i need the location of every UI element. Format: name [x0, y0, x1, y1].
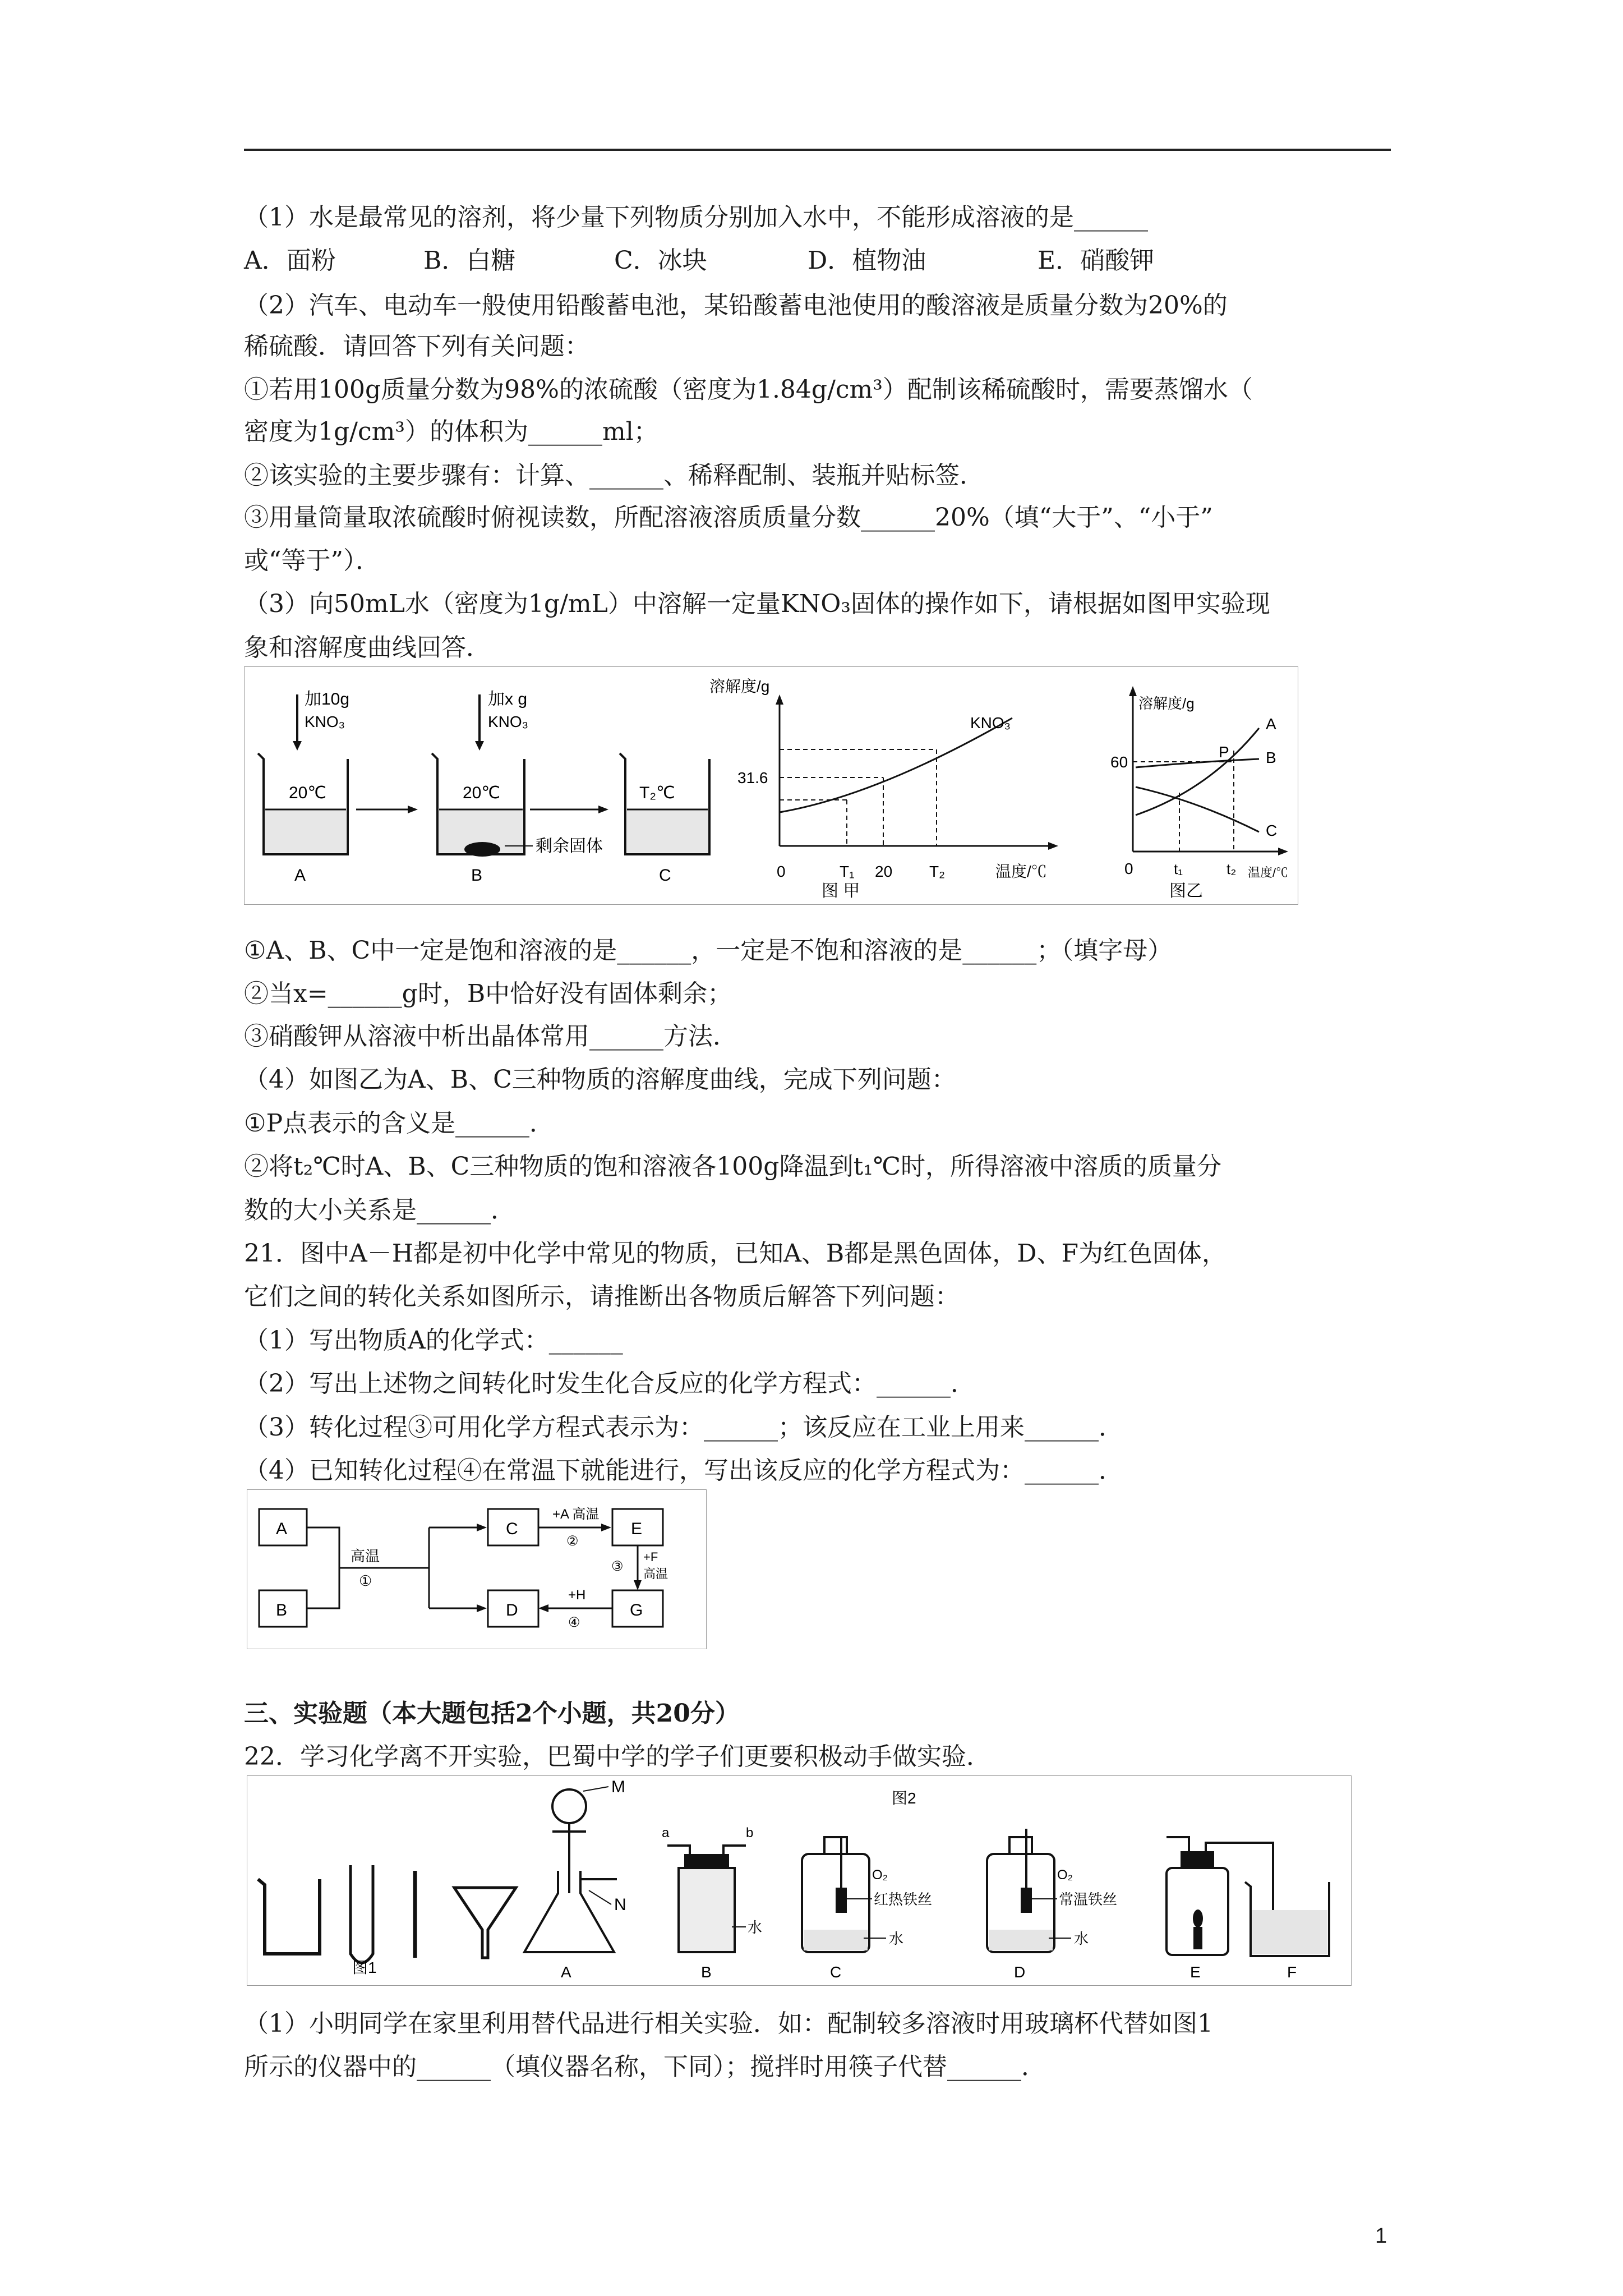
o2-d-label: O₂: [1057, 1867, 1073, 1883]
option-d: D．植物油: [808, 246, 926, 275]
q21-part2: （2）写出上述物之间转化时发生化合反应的化学方程式：______．: [244, 1369, 975, 1398]
q21-part4: （4）已知转化过程④在常温下就能进行，写出该反应的化学方程式为：______．: [244, 1456, 1123, 1485]
kno3-solubility-chart: [709, 678, 1058, 880]
yi-curve-label-a: A: [1266, 715, 1276, 733]
header-rule: [244, 149, 1391, 151]
step-3: ③: [611, 1559, 624, 1574]
q20-part4-item2-cont: 数的大小关系是______．: [244, 1196, 515, 1225]
q21-part3: （3）转化过程③可用化学方程式表示为：______；该反应在工业上用来______．: [244, 1413, 1123, 1442]
label-m: M: [611, 1778, 625, 1796]
condition-1: 高温: [351, 1548, 380, 1565]
q20-part2-item1: ①若用100g质量分数为98%的浓硫酸（密度为1.84g/cm³）配制该稀硫酸时，需要蒸馏水（: [244, 375, 1253, 404]
kno3-curve-label: KNO₃: [970, 714, 1011, 731]
box-a-label: A: [276, 1520, 288, 1538]
yi-curve-b: [1136, 759, 1259, 767]
yi-xtick-t2: t₂: [1227, 861, 1237, 877]
remaining-solid-label: 剩余固体: [536, 837, 603, 855]
q20-part3-item3: ③硝酸钾从溶液中析出晶体常用______方法．: [244, 1022, 737, 1051]
page-number: 1: [1375, 2224, 1387, 2248]
figure-yi-caption: 图乙: [1169, 882, 1203, 900]
step-1: ①: [359, 1572, 372, 1589]
apparatus-b-label: B: [701, 1963, 712, 1981]
label-n: N: [614, 1895, 626, 1914]
kno3-curve: [780, 718, 1012, 812]
box-d-label: D: [506, 1601, 518, 1619]
conversion-flow-diagram: [247, 1489, 707, 1649]
figure-1-caption: 图1: [352, 1959, 377, 1976]
q20-part2-item3: ③用量筒量取浓硫酸时俯视读数，所配溶液溶质质量分数______20%（填“大于”、“小于”: [244, 503, 1213, 532]
cold-wire-label: 常温铁丝: [1059, 1891, 1118, 1908]
option-c: C．冰块: [614, 246, 707, 275]
water-c-label: 水: [889, 1930, 904, 1947]
yi-curve-label-b: B: [1266, 749, 1276, 766]
kno3-label-2: KNO₃: [488, 713, 529, 730]
yi-point-p: P: [1219, 743, 1229, 761]
kno3-xtick-t2: T₂: [929, 863, 945, 880]
beaker-c-label: C: [659, 866, 671, 885]
beaker-icon: [258, 1879, 320, 1954]
apparatus-f: [1245, 1882, 1329, 1981]
option-e: E．硝酸钾: [1038, 246, 1155, 275]
q20-part3-line2: 象和溶解度曲线回答．: [244, 633, 491, 662]
box-g-label: G: [630, 1601, 643, 1619]
condition-4: +H: [568, 1588, 586, 1603]
chart-yi: [1110, 686, 1288, 900]
kno3-xtick-0: 0: [777, 863, 786, 880]
q22-part1-line1: （1）小明同学在家里利用替代品进行相关实验．如：配制较多溶液时用玻璃杯代替如图1: [244, 2009, 1213, 2038]
option-a: A．面粉: [244, 246, 336, 275]
kno3-ytick-31-6: 31.6: [737, 769, 768, 786]
yi-curve-a: [1136, 728, 1259, 815]
apparatus-c-label: C: [830, 1963, 842, 1981]
kno3-xtick-t1: T₁: [840, 863, 855, 880]
hot-wire-label: 红热铁丝: [874, 1891, 933, 1908]
apparatus-c: [802, 1789, 932, 1981]
water-b-label: 水: [748, 1919, 763, 1936]
q20-part3-item1: ①A、B、C中一定是饱和溶液的是______，一定是不饱和溶液的是______；（填字母）: [244, 936, 1173, 965]
q20-part4-item2: ②将t₂℃时A、B、C三种物质的饱和溶液各100g降温到t₁℃时，所得溶液中溶质的质量分: [244, 1152, 1222, 1181]
apparatus-e: [1166, 1837, 1273, 1981]
q20-part1: （1）水是最常见的溶剂，将少量下列物质分别加入水中，不能形成溶液的是______: [244, 203, 1148, 232]
q22-part1-line2: 所示的仪器中的______（填仪器名称，下同）；搅拌时用筷子代替______．: [244, 2053, 1046, 2081]
q20-part4-line1: （4）如图乙为A、B、C三种物质的溶解度曲线，完成下列问题：: [244, 1065, 956, 1094]
q20-part3-item2: ②当x=______g时，B中恰好没有固体剩余；: [244, 979, 732, 1008]
kno3-xlabel: 温度/℃: [995, 863, 1047, 880]
q21-line2: 它们之间的转化关系如图所示，请推断出各物质后解答下列问题：: [244, 1282, 960, 1311]
box-e-label: E: [631, 1520, 643, 1538]
q20-part2-line1: （2）汽车、电动车一般使用铅酸蓄电池，某铅酸蓄电池使用的酸溶液是质量分数为20%的: [244, 291, 1228, 320]
yi-xtick-t1: t₁: [1174, 861, 1183, 877]
beaker-a-label: A: [294, 866, 306, 885]
kno3-chart-ylabel: 溶解度/g: [709, 678, 770, 695]
apparatus-b: [662, 1825, 762, 1981]
q22-stem: 22．学习化学离不开实验，巴蜀中学的学子们更要积极动手做实验．: [244, 1742, 991, 1771]
o2-c-label: O₂: [872, 1867, 888, 1883]
apparatus-f-label: F: [1287, 1963, 1297, 1981]
q20-part3-line1: （3）向50mL水（密度为1g/mL）中溶解一定量KNO₃固体的操作如下，请根据如图甲实验现: [244, 590, 1270, 618]
q20-part2-item3-cont: 或“等于”）．: [244, 546, 380, 575]
q20-options: [244, 244, 1394, 278]
apparatus-a-label: A: [561, 1963, 571, 1981]
beaker-b-label: B: [471, 866, 483, 885]
yi-xlabel: 温度/℃: [1248, 866, 1289, 880]
add-10g-label: 加10g: [305, 690, 350, 708]
water-d-label: 水: [1074, 1930, 1089, 1947]
q20-part2-item2: ②该实验的主要步骤有：计算、______、稀释配制、装瓶并贴标签．: [244, 461, 984, 490]
q20-part4-item1: ①P点表示的含义是______．: [244, 1109, 555, 1138]
temp-label-c: T₂℃: [639, 784, 675, 802]
apparatus-a: [524, 1778, 626, 1981]
q21-line1: 21．图中A－H都是初中化学中常见的物质，已知A、B都是黑色固体，D、F为红色固体，: [244, 1239, 1227, 1268]
step-2: ②: [566, 1534, 579, 1549]
funnel-icon: [454, 1888, 516, 1958]
figure-jia-yi: [244, 666, 1298, 905]
yi-ylabel: 溶解度/g: [1138, 695, 1195, 712]
test-tube-icon: [351, 1865, 373, 1963]
temp-label-b: 20℃: [463, 784, 501, 802]
box-c-label: C: [506, 1520, 518, 1538]
temp-label-a: 20℃: [289, 784, 327, 802]
q21-part1: （1）写出物质A的化学式：______: [244, 1326, 623, 1355]
apparatus-e-label: E: [1190, 1963, 1201, 1981]
box-b-label: B: [276, 1601, 288, 1619]
section-3-title: 三、实验题（本大题包括2个小题，共20分）: [244, 1699, 740, 1728]
lab-apparatus-figure: [247, 1775, 1352, 1986]
kno3-xtick-20: 20: [875, 863, 893, 880]
q20-part2-line2: 稀硫酸．请回答下列有关问题：: [244, 332, 589, 361]
figure-2-caption: 图2: [892, 1789, 916, 1807]
beaker-c: [620, 753, 709, 885]
option-b: B．白糖: [423, 246, 516, 275]
beaker-a: [258, 690, 349, 885]
step-4: ④: [568, 1615, 580, 1630]
add-xg-label: 加x g: [488, 690, 528, 708]
tube-a-label: a: [662, 1825, 670, 1841]
apparatus-d-label: D: [1014, 1963, 1026, 1981]
kno3-label-1: KNO₃: [305, 713, 345, 730]
yi-curve-label-c: C: [1266, 822, 1278, 839]
tube-b-label: b: [746, 1825, 754, 1841]
yi-curve-c: [1136, 787, 1259, 832]
yi-ytick-60: 60: [1110, 753, 1128, 771]
figure-jia-caption: 图 甲: [822, 882, 860, 900]
condition-3a: +F: [643, 1550, 658, 1564]
condition-3b: 高温: [643, 1567, 668, 1581]
apparatus-d: [987, 1829, 1117, 1981]
beaker-b: [432, 690, 603, 885]
yi-xtick-0: 0: [1124, 860, 1133, 877]
q20-part2-item1-cont: 密度为1g/cm³）的体积为______ml；: [244, 417, 658, 446]
condition-2: +A 高温: [552, 1507, 600, 1522]
